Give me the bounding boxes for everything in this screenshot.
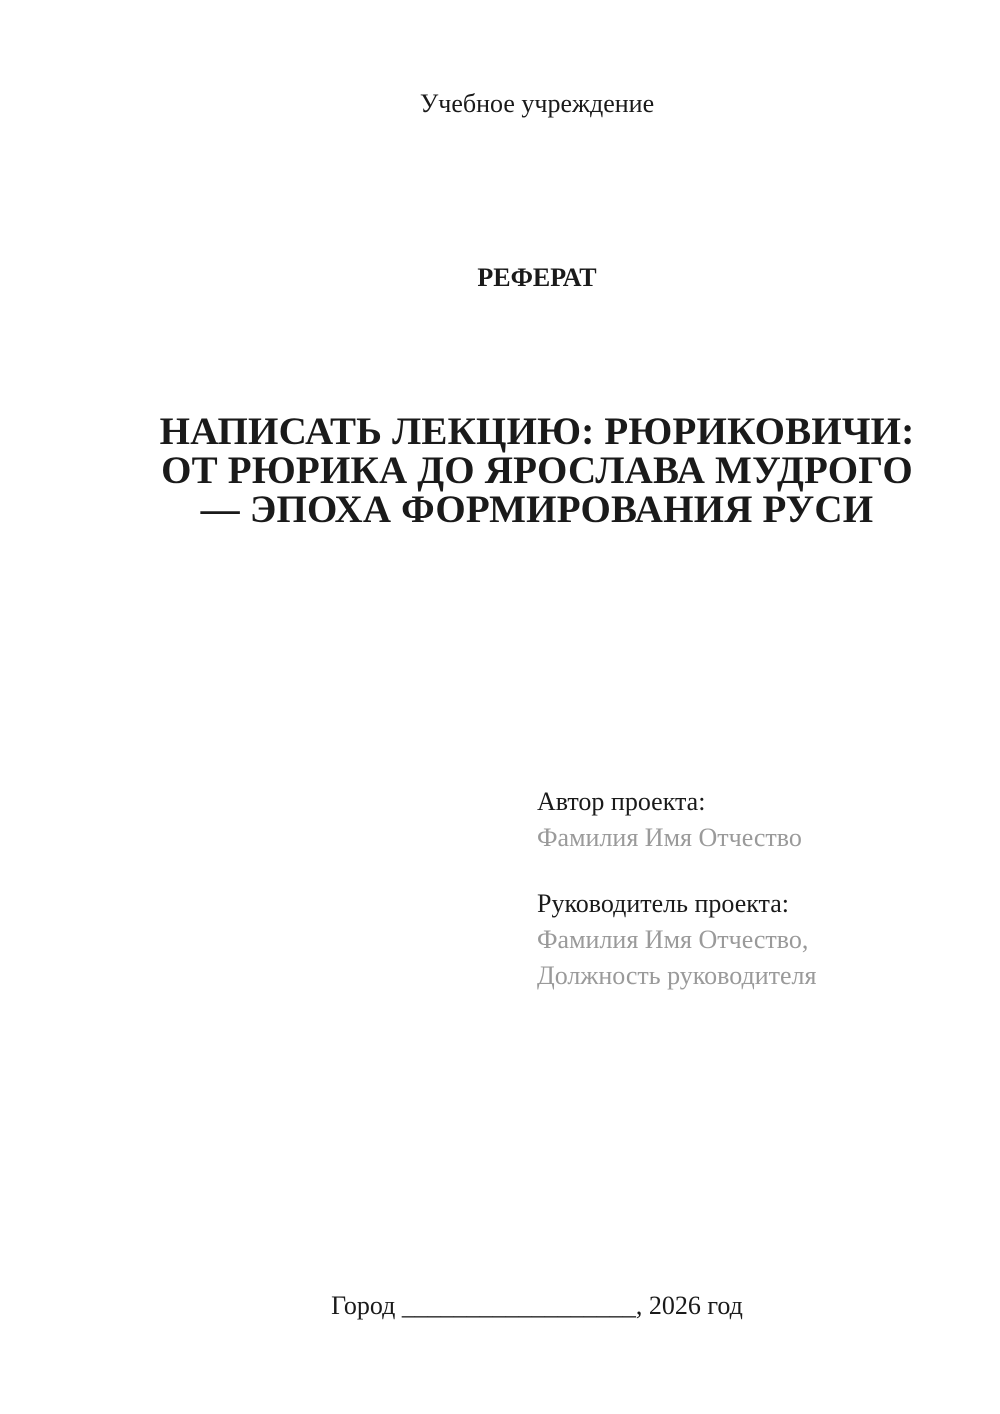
institution-name: Учебное учреждение [419, 89, 655, 118]
city-year-line: Город __________________, 2026 год [331, 1291, 743, 1320]
main-title [120, 412, 954, 529]
main-title-line-2: ОТ РЮРИКА ДО ЯРОСЛАВА МУДРОГО [161, 449, 913, 492]
supervisor-name-placeholder: Фамилия Имя Отчество, [537, 925, 809, 954]
author-name-placeholder: Фамилия Имя Отчество [537, 823, 802, 852]
author-label: Автор проекта: [537, 787, 706, 816]
credits-gap [537, 856, 816, 886]
main-title-line-1: НАПИСАТЬ ЛЕКЦИЮ: РЮРИКОВИЧИ: [159, 410, 915, 453]
document-type-heading: РЕФЕРАТ [477, 263, 597, 292]
main-title-line-3: — ЭПОХА ФОРМИРОВАНИЯ РУСИ [200, 488, 874, 531]
supervisor-label: Руководитель проекта: [537, 889, 790, 918]
credits-block [537, 784, 816, 994]
supervisor-role-placeholder: Должность руководителя [537, 961, 817, 990]
